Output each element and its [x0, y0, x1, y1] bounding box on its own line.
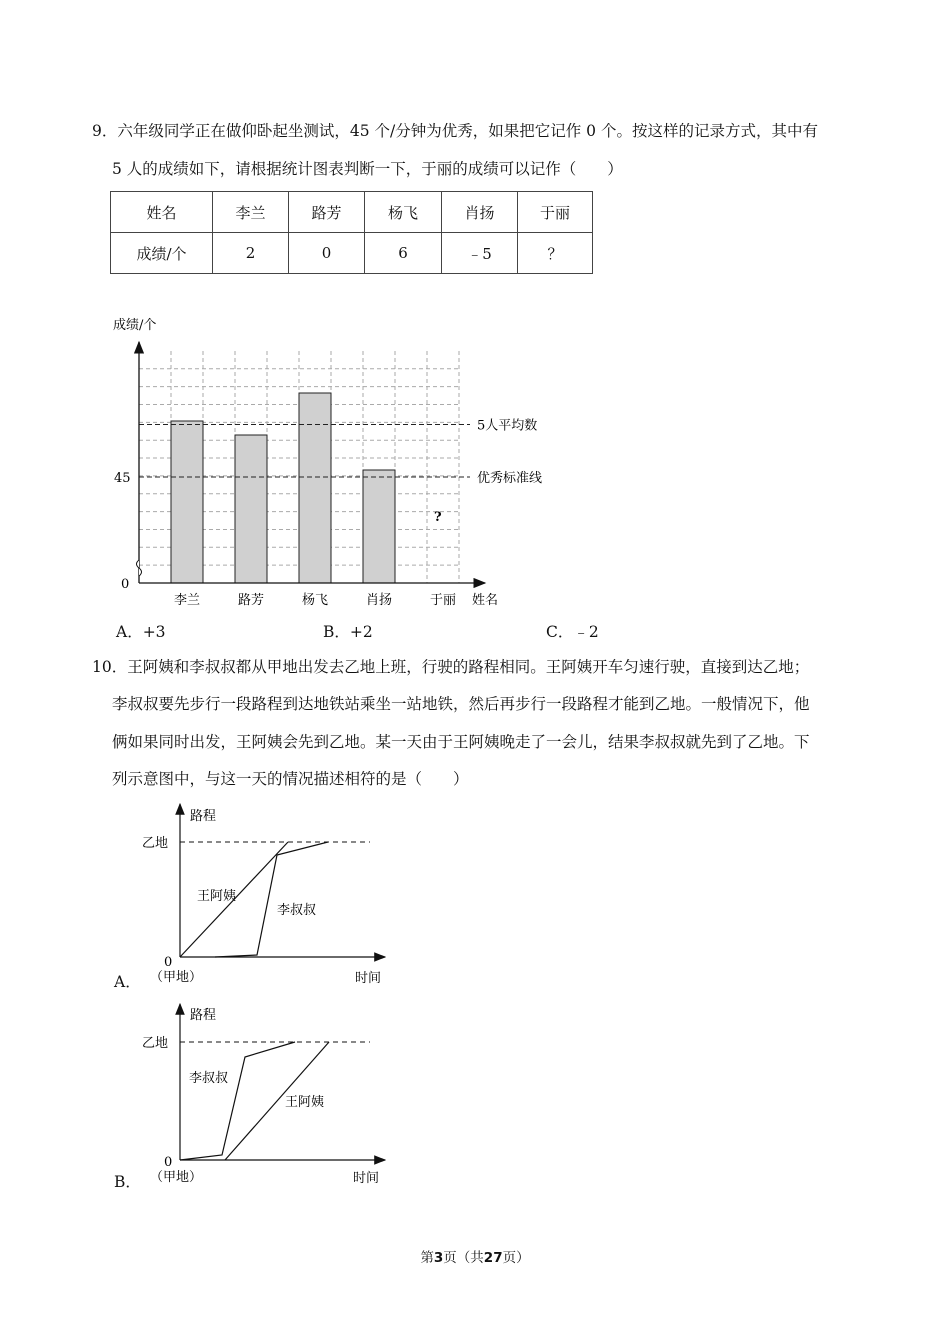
chart-bar: [299, 393, 331, 583]
graph-a: [100, 800, 400, 995]
reference-line-label: 优秀标准线: [477, 471, 543, 486]
question-10-line-1: [92, 657, 809, 677]
chart-bar: [363, 470, 395, 583]
graph-b-option: B．: [114, 1173, 141, 1191]
question-10-text-2: 李叔叔要先步行一段路程到达地铁站乘坐一站地铁，然后再步行一段路程才能到乙地。一般情况下，他: [112, 695, 810, 713]
graph-a-wang-label: 王阿姨: [197, 889, 237, 904]
y-tick-label: 0: [121, 577, 130, 592]
x-tick-label: 于丽: [429, 593, 457, 608]
chart-bars: [171, 393, 395, 583]
question-10-text-3: 俩如果同时出发，王阿姨会先到乙地。某一天由于王阿姨晚走了一会儿，结果李叔叔就先到了乙地。下: [112, 733, 810, 751]
question-10-text-4: 列示意图中，与这一天的情况描述相符的是（ ）: [112, 770, 469, 788]
question-9-text-1: 六年级同学正在做仰卧起坐测试，45 个/分钟为优秀，如果把它记作 0 个。按这样的记录方式，其中有: [117, 122, 818, 140]
option-b: B．+2: [323, 623, 373, 641]
footer-middle: 页（共: [443, 1250, 484, 1266]
footer-total-pages: 27: [483, 1250, 503, 1266]
footer-suffix: 页）: [502, 1250, 530, 1266]
option-c: C．﹣2: [546, 623, 599, 641]
option-a: A．+3: [116, 623, 166, 641]
table-cell: 6: [365, 233, 442, 274]
graph-a-x-label: 时间: [355, 971, 382, 986]
question-10-number: 10．: [92, 658, 128, 676]
score-bar-chart: [0, 0, 950, 620]
graph-b-li-label: 李叔叔: [189, 1071, 229, 1086]
graph-b-wang-label: 王阿姨: [285, 1095, 325, 1110]
chart-bar: [235, 435, 267, 583]
x-tick-label: 路芳: [237, 593, 265, 608]
graph-b: [100, 1000, 400, 1195]
page-footer: [0, 1246, 950, 1266]
table-cell: 李兰: [213, 192, 289, 233]
graph-a-destination-label: 乙地: [142, 836, 169, 851]
table-cell: ﹣5: [442, 233, 518, 274]
graph-a-origin: 0: [164, 955, 173, 970]
table-cell: 成绩/个: [111, 233, 213, 274]
question-9-number: 9．: [92, 122, 118, 140]
x-tick-label: 杨飞: [301, 593, 329, 608]
table-cell: 于丽: [518, 192, 593, 233]
axis-break-icon: [137, 560, 142, 576]
y-tick-label: 45: [114, 471, 131, 486]
graph-b-y-label: 路程: [190, 1008, 217, 1023]
table-cell: 2: [213, 233, 289, 274]
question-10-text-1: 王阿姨和李叔叔都从甲地出发去乙地上班，行驶的路程相同。王阿姨开车匀速行驶，直接到达乙地；: [127, 658, 810, 676]
graph-b-origin: 0: [164, 1155, 173, 1170]
table-cell: 0: [289, 233, 365, 274]
reference-line-label: 5人平均数: [477, 418, 538, 434]
graph-b-destination-label: 乙地: [142, 1036, 169, 1051]
graph-a-y-label: 路程: [190, 809, 217, 824]
chart-y-label: 成绩/个: [113, 318, 157, 333]
graph-a-option: A．: [114, 973, 141, 991]
graph-a-li-label: 李叔叔: [277, 903, 317, 918]
table-cell: 肖扬: [442, 192, 518, 233]
chart-x-label: 姓名: [472, 593, 499, 608]
unknown-score-label: ?: [434, 510, 442, 525]
graph-b-start-label: （甲地）: [150, 1170, 203, 1185]
graph-b-x-label: 时间: [353, 1171, 380, 1186]
x-tick-label: 肖扬: [365, 593, 393, 608]
table-cell: 路芳: [289, 192, 365, 233]
footer-page-number: 3: [433, 1250, 444, 1266]
question-9-text-2: 5 人的成绩如下，请根据统计图表判断一下，于丽的成绩可以记作（ ）: [112, 160, 623, 178]
table-cell: 姓名: [111, 192, 213, 233]
graph-a-start-label: （甲地）: [150, 970, 203, 985]
footer-prefix: 第: [420, 1250, 434, 1266]
table-cell: 杨飞: [365, 192, 442, 233]
chart-bar: [171, 421, 203, 583]
table-cell: ？: [518, 233, 593, 274]
x-tick-label: 李兰: [173, 593, 201, 608]
